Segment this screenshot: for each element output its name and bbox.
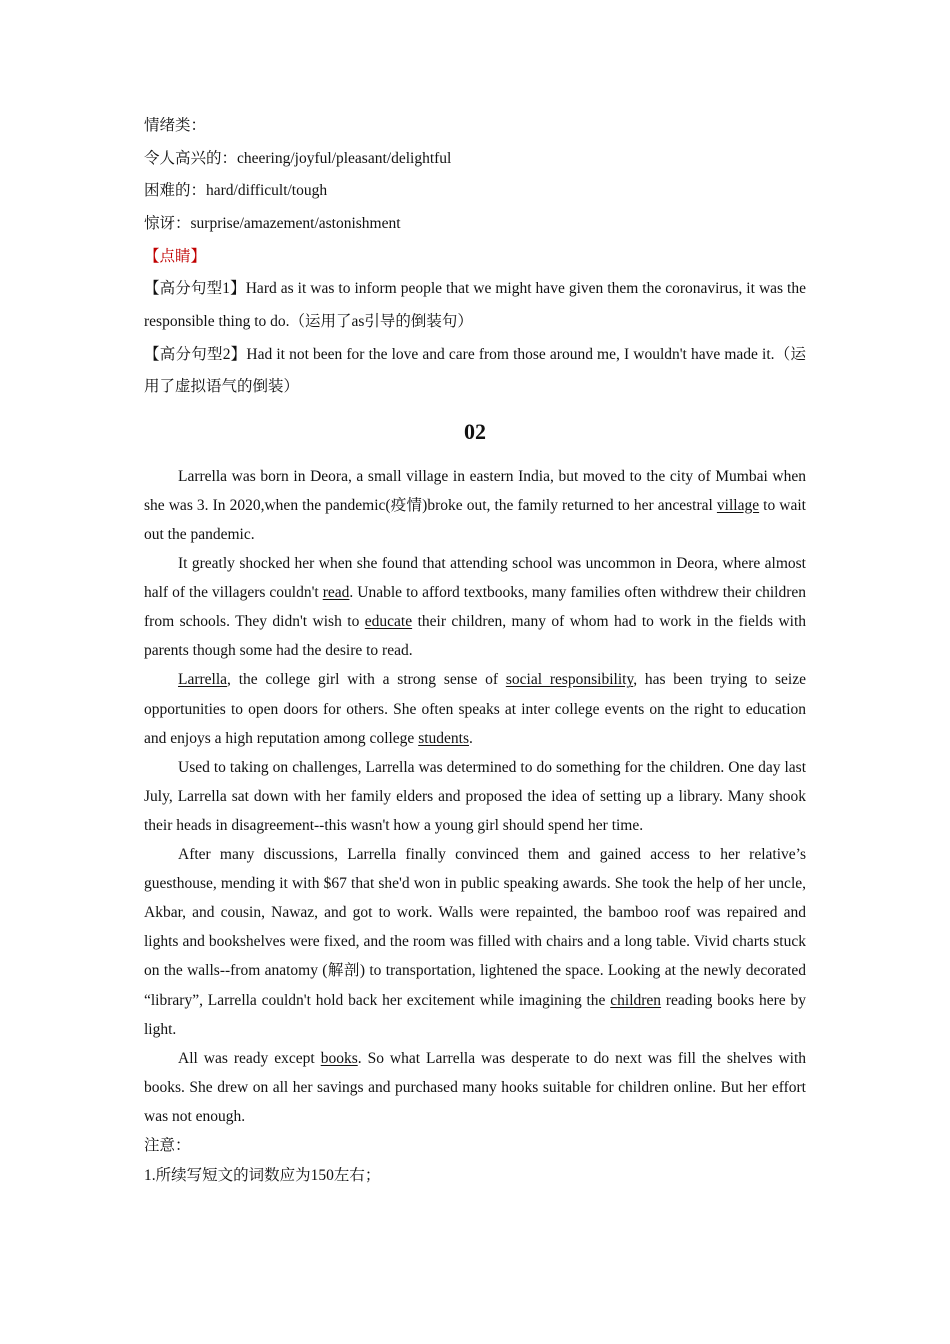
pattern-sentence-2: 【高分句型2】Had it not been for the love and care from those around me, I wouldn't have made it.（运用了虚拟语气的倒装） [144,345,806,396]
story-paragraph-3 [144,665,806,752]
story-text: . [469,729,473,747]
underlined-word: social responsibility [505,671,634,689]
story-text: . Unable to afford textbooks, many families often withdrew their children from schools. They didn't wish to [144,584,806,631]
story-paragraph-4: Used to taking on challenges, Larrella was determined to do something for the children. One day last July, Larrella sat down with her family elders and proposed the idea of setting up a library. Many shook their heads in disagreement--this wasn't how a young girl should spend her time. [144,758,806,834]
story-text: , the college girl with a strong sense of [227,671,506,689]
underlined-word: books [320,1049,358,1067]
underlined-word: read [322,584,350,602]
underlined-word: Larrella [178,671,228,689]
story-text: It greatly shocked her when she found that attending school was uncommon in Deora, where almost half of the villagers couldn't [144,555,806,602]
underlined-word: educate [364,613,413,631]
story-paragraph-2 [144,549,806,665]
emotion-item: 困难的：hard/difficult/tough [144,182,328,200]
story-paragraph-5 [144,840,806,1044]
story-text: , has been trying to seize opportunities to open doors for others. She often speaks at inter college events on the right to education and enjoys a high reputation among college [144,671,806,747]
document-content [144,110,806,1193]
story-text: All was ready except [178,1049,321,1067]
story-paragraph-1 [144,462,806,549]
story-text: reading books here by light. [144,991,807,1038]
emotion-heading: 情绪类： [144,117,207,134]
story-paragraph-6 [144,1044,806,1131]
emotion-item: 令人高兴的：cheering/joyful/pleasant/delightful [144,149,452,167]
underlined-word: children [610,991,662,1009]
underlined-word: village [716,496,760,514]
story-text: . So what Larrella was desperate to do next was fill the shelves with books. She drew on all her savings and purchased many hooks suitable for children online. But her effort was not enough. [144,1049,807,1125]
highlight-label: 【点睛】 [144,247,207,265]
emotion-item: 惊讶：surprise/amazement/astonishment [144,215,401,233]
notes-heading: 注意： [144,1136,191,1154]
underlined-word: students [418,729,469,747]
story-text: Larrella was born in Deora, a small village in eastern India, but moved to the city of Mumbai when she was 3. In 2020,when the pandemic(疫情)broke out, the family returned to her ancestral [144,467,806,514]
section-number: 02 [464,418,486,444]
pattern-sentence-1: 【高分句型1】Hard as it was to inform people that we might have given them the coronavirus, it was the responsible thing to do.（运用了as引导的倒装句） [144,280,806,331]
story-text: After many discussions, Larrella finally convinced them and gained access to her relative’s guesthouse, mending it with $67 that she'd won in public speaking awards. She took the help of her uncle, Akbar, and cousin, Nawaz, and got to work. Walls were repainted, the bamboo roof was repaired and lights and bookshelves were fixed, and the room was filled with chairs and a long table. Vivid charts stuck on the walls--from anatomy (解剖) to transportation, lightened the space. Looking at the newly decorated “library”, Larrella couldn't hold back her excitement while imagining the [144,846,806,1009]
notes-item: 1.所续写短文的词数应为150左右； [144,1167,381,1185]
story-text: their children, many of whom had to work in the fields with parents though some had the desire to read. [144,613,806,660]
story-text: to wait out the pandemic. [144,496,806,543]
